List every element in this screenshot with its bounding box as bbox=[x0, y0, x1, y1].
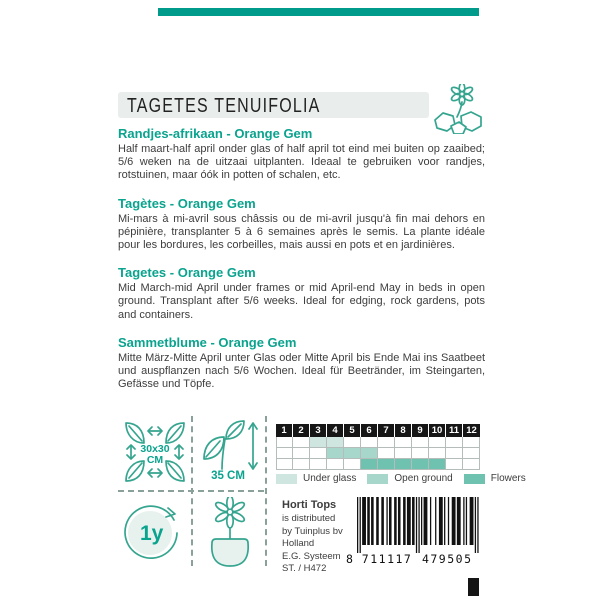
calendar-month-cell: 5 bbox=[344, 424, 361, 437]
legend-item bbox=[464, 473, 526, 484]
calendar-cell bbox=[429, 448, 446, 459]
flower-pot-icon bbox=[202, 497, 258, 574]
calendar-month-cell: 9 bbox=[412, 424, 429, 437]
calendar-cell bbox=[361, 459, 378, 470]
distributor-line: E.G. Systeem bbox=[282, 550, 341, 562]
calendar-cell bbox=[463, 448, 480, 459]
calendar-cell bbox=[344, 448, 361, 459]
calendar-cell bbox=[429, 459, 446, 470]
calendar-month-cell: 12 bbox=[463, 424, 480, 437]
calendar-cell bbox=[361, 437, 378, 448]
calendar-legend bbox=[276, 473, 537, 484]
spacing-unit: CM bbox=[146, 454, 164, 466]
calendar-cell bbox=[327, 437, 344, 448]
legend-label: Flowers bbox=[490, 473, 526, 484]
legend-item bbox=[367, 473, 452, 484]
title-bar bbox=[118, 92, 429, 118]
description-sections bbox=[118, 126, 485, 404]
calendar-cell bbox=[276, 448, 293, 459]
section-body: Half maart-half april onder glas of half april tot eind mei buiten op zaaibed; 5/6 weken na de uitzaai uitplanten. Ideaal te gebruiken voor randjes, rotstuinen, maar óók in potten of schalen, etc. bbox=[118, 143, 485, 182]
distributor-line: by Tuinplus bv bbox=[282, 525, 343, 537]
calendar-cell bbox=[395, 448, 412, 459]
calendar-row bbox=[276, 459, 480, 470]
calendar-cell bbox=[276, 459, 293, 470]
calendar-month-header bbox=[276, 424, 480, 437]
calendar-cell bbox=[395, 459, 412, 470]
cycle-value: 1y bbox=[140, 522, 164, 545]
calendar-cell bbox=[446, 437, 463, 448]
calendar-cell bbox=[344, 437, 361, 448]
calendar-cell bbox=[446, 448, 463, 459]
calendar-cell bbox=[378, 437, 395, 448]
section-body: Mid March-mid April under frames or mid April-end May in beds in open ground. Transplant after 5/6 weeks. Ideal for edging, rock gardens, pots and containers. bbox=[118, 282, 485, 321]
calendar-cell bbox=[412, 459, 429, 470]
calendar-month-cell: 10 bbox=[429, 424, 446, 437]
calendar-cell bbox=[412, 437, 429, 448]
plant-spacing-icon bbox=[122, 419, 188, 490]
calendar-cell bbox=[446, 459, 463, 470]
section-body: Mitte März-Mitte April unter Glas oder Mitte April bis Ende Mai ins Saatbeet und auspflanzen nach 5/6 Wochen. Ideal für Beetränder, im Steingarten, Gefässe und Töpfe. bbox=[118, 351, 485, 391]
calendar-cell bbox=[293, 448, 310, 459]
calendar-cell bbox=[378, 448, 395, 459]
legend-swatch bbox=[367, 474, 388, 484]
section-heading: Tagètes - Orange Gem bbox=[118, 195, 256, 211]
calendar-cell bbox=[310, 448, 327, 459]
section-heading: Randjes-afrikaan - Orange Gem bbox=[118, 126, 313, 141]
calendar-month-cell: 11 bbox=[446, 424, 463, 437]
distributor-info bbox=[282, 499, 343, 576]
calendar-cell bbox=[293, 459, 310, 470]
calendar-cell bbox=[327, 448, 344, 459]
barcode-digits: 711117 bbox=[361, 552, 413, 566]
calendar-cell bbox=[412, 448, 429, 459]
calendar-cell bbox=[293, 437, 310, 448]
calendar-month-cell: 2 bbox=[293, 424, 310, 437]
calendar-cell bbox=[344, 459, 361, 470]
top-accent-bar bbox=[158, 8, 479, 16]
spacing-value: 30x30 bbox=[140, 443, 170, 455]
plant-height-icon bbox=[196, 417, 260, 476]
calendar-month-cell: 3 bbox=[310, 424, 327, 437]
calendar-cell bbox=[327, 459, 344, 470]
calendar-cell bbox=[276, 437, 293, 448]
dashed-divider-horizontal bbox=[118, 490, 264, 492]
language-section bbox=[118, 335, 485, 392]
calendar-body bbox=[276, 437, 480, 470]
language-section bbox=[118, 196, 485, 253]
sowing-calendar bbox=[276, 424, 480, 470]
calendar-cell bbox=[463, 459, 480, 470]
calendar-cell bbox=[310, 459, 327, 470]
calendar-month-cell: 7 bbox=[378, 424, 395, 437]
barcode-digits: 479505 bbox=[421, 552, 473, 566]
calendar-month-cell: 8 bbox=[395, 424, 412, 437]
distributor-line: is distributed bbox=[282, 513, 336, 524]
language-section bbox=[118, 265, 485, 322]
calendar-cell bbox=[429, 437, 446, 448]
calendar-month-cell: 1 bbox=[276, 424, 293, 437]
distributor-name: Horti Tops bbox=[282, 499, 337, 511]
legend-label: Under glass bbox=[303, 473, 357, 484]
ean13-barcode bbox=[346, 497, 483, 572]
section-body: Mi-mars à mi-avril sous châssis ou de mi-avril jusqu'à fin mai dehors en pépinière, transplanter 5 à 6 semaines après le semis. La plante idéale pour les bordures, les corbeilles, mais aussi en pots et en jardinières. bbox=[118, 212, 485, 252]
calendar-cell bbox=[361, 448, 378, 459]
dashed-divider-vertical bbox=[265, 416, 267, 566]
calendar-cell bbox=[395, 437, 412, 448]
calendar-month-cell: 6 bbox=[361, 424, 378, 437]
barcode-digits: 8 bbox=[346, 552, 355, 566]
legend-item bbox=[276, 473, 356, 484]
distributor-line: ST. / H472 bbox=[282, 563, 327, 574]
legend-swatch bbox=[464, 474, 485, 484]
calendar-row bbox=[276, 448, 480, 459]
calendar-month-cell: 4 bbox=[327, 424, 344, 437]
section-heading: Tagetes - Orange Gem bbox=[118, 265, 256, 281]
distributor-line: Holland bbox=[282, 538, 315, 549]
calendar-cell bbox=[463, 437, 480, 448]
calendar-cell bbox=[310, 437, 327, 448]
calendar-cell bbox=[378, 459, 395, 470]
calendar-row bbox=[276, 437, 480, 448]
plant-height-label: 35 CM bbox=[211, 470, 245, 482]
page-title: TAGETES TENUIFOLIA bbox=[127, 95, 321, 117]
language-section bbox=[118, 126, 485, 183]
legend-swatch bbox=[276, 474, 297, 484]
legend-label: Open ground bbox=[394, 473, 453, 484]
section-heading: Sammetblume - Orange Gem bbox=[118, 334, 297, 350]
print-registration-mark bbox=[468, 578, 479, 596]
annual-cycle-icon bbox=[122, 500, 184, 567]
